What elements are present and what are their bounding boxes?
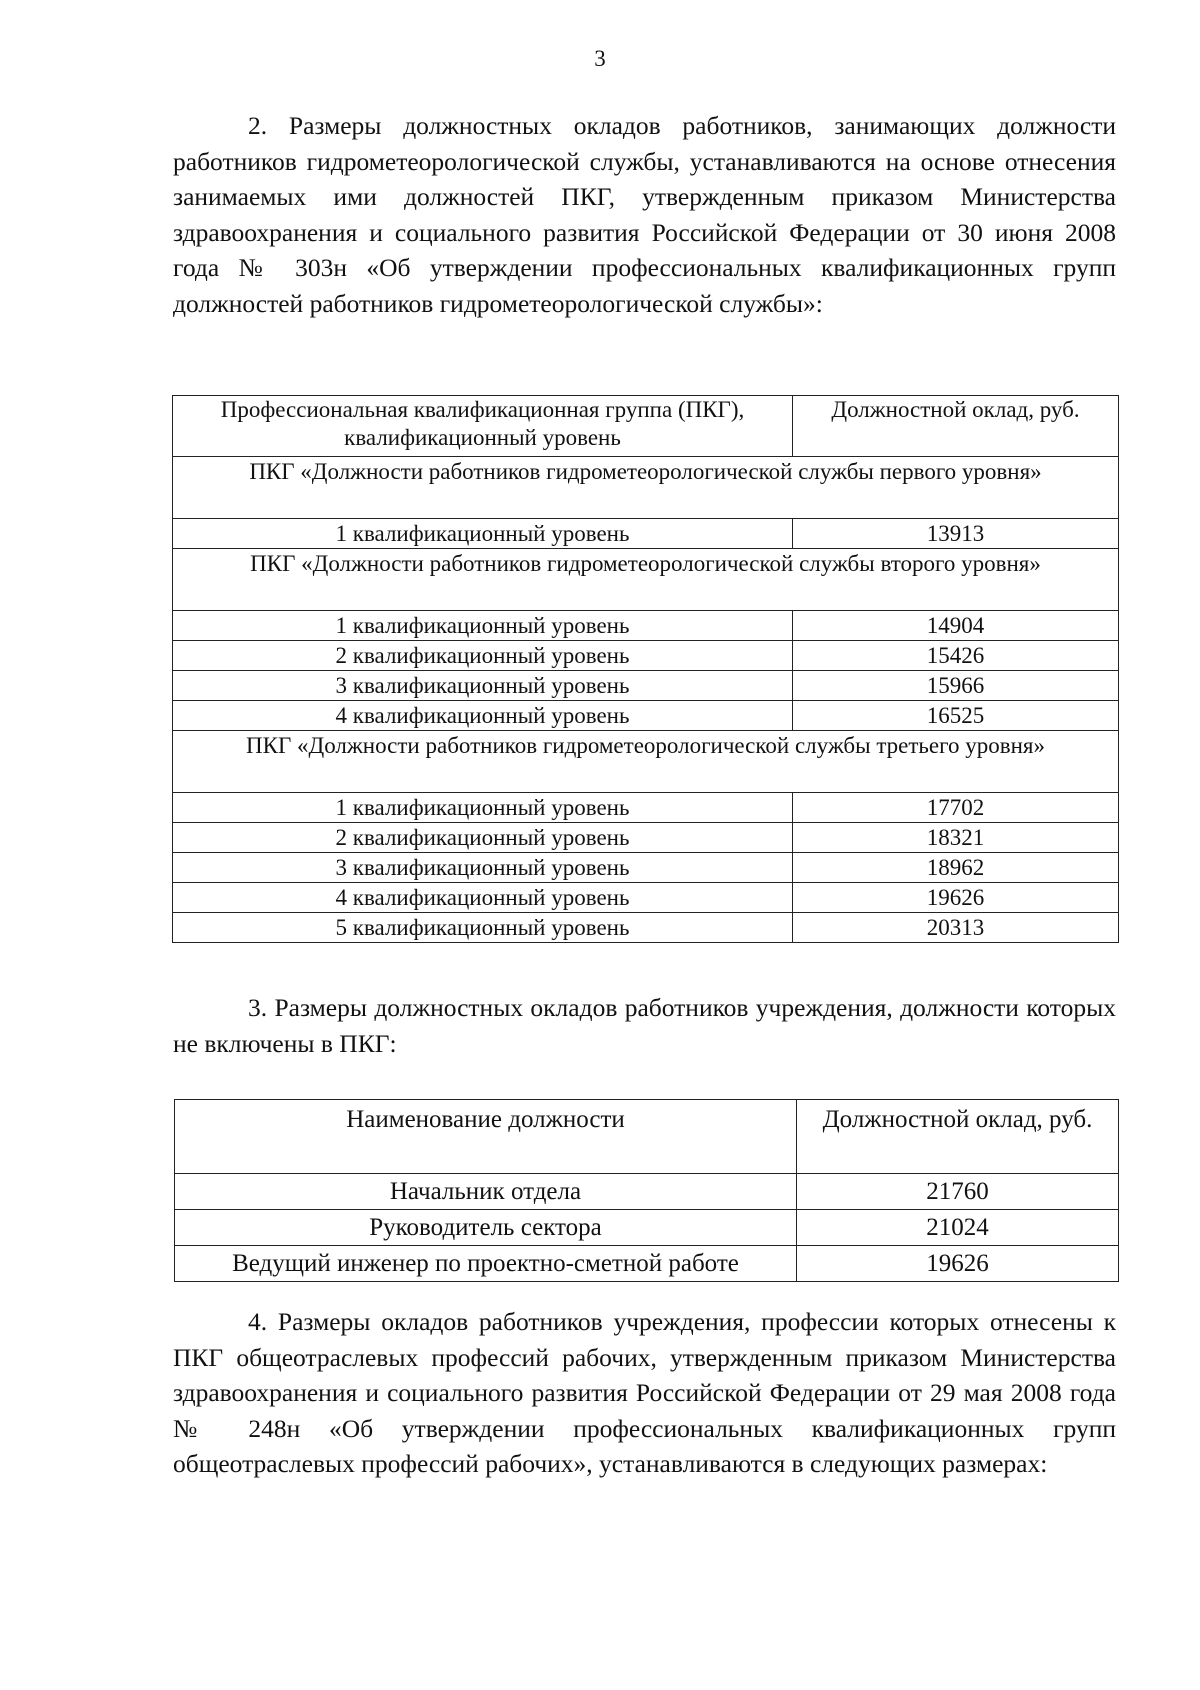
salary-cell: 15426 <box>793 641 1119 671</box>
table-row <box>173 641 1119 671</box>
group-title: ПКГ «Должности работников гидрометеорологической службы первого уровня» <box>173 457 1119 519</box>
table-row <box>175 1246 1119 1282</box>
header-salary-cell: Должностной оклад, руб. <box>797 1100 1119 1174</box>
table-row <box>173 611 1119 641</box>
other-positions-salary-table <box>174 1099 1119 1282</box>
header-salary-cell: Должностной оклад, руб. <box>793 396 1119 457</box>
salary-cell: 21760 <box>797 1174 1119 1210</box>
level-cell: 1 квалификационный уровень <box>173 793 793 823</box>
table-row <box>173 913 1119 943</box>
group-title-row <box>173 731 1119 793</box>
table-row <box>173 823 1119 853</box>
hydromet-salary-table <box>172 395 1119 943</box>
position-cell: Руководитель сектора <box>175 1210 797 1246</box>
salary-cell: 19626 <box>793 883 1119 913</box>
salary-cell: 15966 <box>793 671 1119 701</box>
position-cell: Ведущий инженер по проектно-сметной работе <box>175 1246 797 1282</box>
level-cell: 3 квалификационный уровень <box>173 671 793 701</box>
salary-cell: 19626 <box>797 1246 1119 1282</box>
level-cell: 3 квалификационный уровень <box>173 853 793 883</box>
page-number: 3 <box>594 46 606 71</box>
group-title-row <box>173 549 1119 611</box>
level-cell: 4 квалификационный уровень <box>173 701 793 731</box>
table-row <box>175 1174 1119 1210</box>
table-row <box>173 883 1119 913</box>
group-title: ПКГ «Должности работников гидрометеорологической службы второго уровня» <box>173 549 1119 611</box>
salary-cell: 21024 <box>797 1210 1119 1246</box>
salary-cell: 18321 <box>793 823 1119 853</box>
group-title: ПКГ «Должности работников гидрометеорологической службы третьего уровня» <box>173 731 1119 793</box>
table-row <box>173 793 1119 823</box>
level-cell: 1 квалификационный уровень <box>173 611 793 641</box>
salary-cell: 14904 <box>793 611 1119 641</box>
level-cell: 1 квалификационный уровень <box>173 519 793 549</box>
level-cell: 2 квалификационный уровень <box>173 823 793 853</box>
salary-cell: 16525 <box>793 701 1119 731</box>
table-row <box>173 519 1119 549</box>
paragraph-3: 3. Размеры должностных окладов работников учреждения, должности которых не включены в ПКГ: <box>173 993 1116 1058</box>
table-row <box>173 853 1119 883</box>
table-row <box>173 671 1119 701</box>
level-cell: 5 квалификационный уровень <box>173 913 793 943</box>
level-cell: 2 квалификационный уровень <box>173 641 793 671</box>
table-row <box>175 1210 1119 1246</box>
level-cell: 4 квалификационный уровень <box>173 883 793 913</box>
paragraph-4: 4. Размеры окладов работников учреждения, профессии которых отнесены к ПКГ общеотраслевых профессий рабочих, утвержденным приказом Министерства здравоохранения и социального развития Российской Федерации от 29 мая 2008 года № 248н «Об утверждении профессиональных квалификационных групп общеотраслевых профессий рабочих», устанавливаются в следующих размерах: <box>173 1307 1116 1478</box>
table-header-row <box>175 1100 1119 1174</box>
group-title-row <box>173 457 1119 519</box>
table-header-row <box>173 396 1119 457</box>
paragraph-2: 2. Размеры должностных окладов работников, занимающих должности работников гидрометеорологической службы, устанавливаются на основе отнесения занимаемых ими должностей ПКГ, утвержденным приказом Министерства здравоохранения и социального развития Российской Федерации от 30 июня 2008 года № 303н «Об утверждении профессиональных квалификационных групп должностей работников гидрометеорологической службы»: <box>173 111 1116 318</box>
position-cell: Начальник отдела <box>175 1174 797 1210</box>
salary-cell: 18962 <box>793 853 1119 883</box>
salary-cell: 17702 <box>793 793 1119 823</box>
salary-cell: 20313 <box>793 913 1119 943</box>
salary-cell: 13913 <box>793 519 1119 549</box>
header-group-cell: Профессиональная квалификационная группа (ПКГ), квалификационный уровень <box>173 396 793 457</box>
table-row <box>173 701 1119 731</box>
header-position-cell: Наименование должности <box>175 1100 797 1174</box>
